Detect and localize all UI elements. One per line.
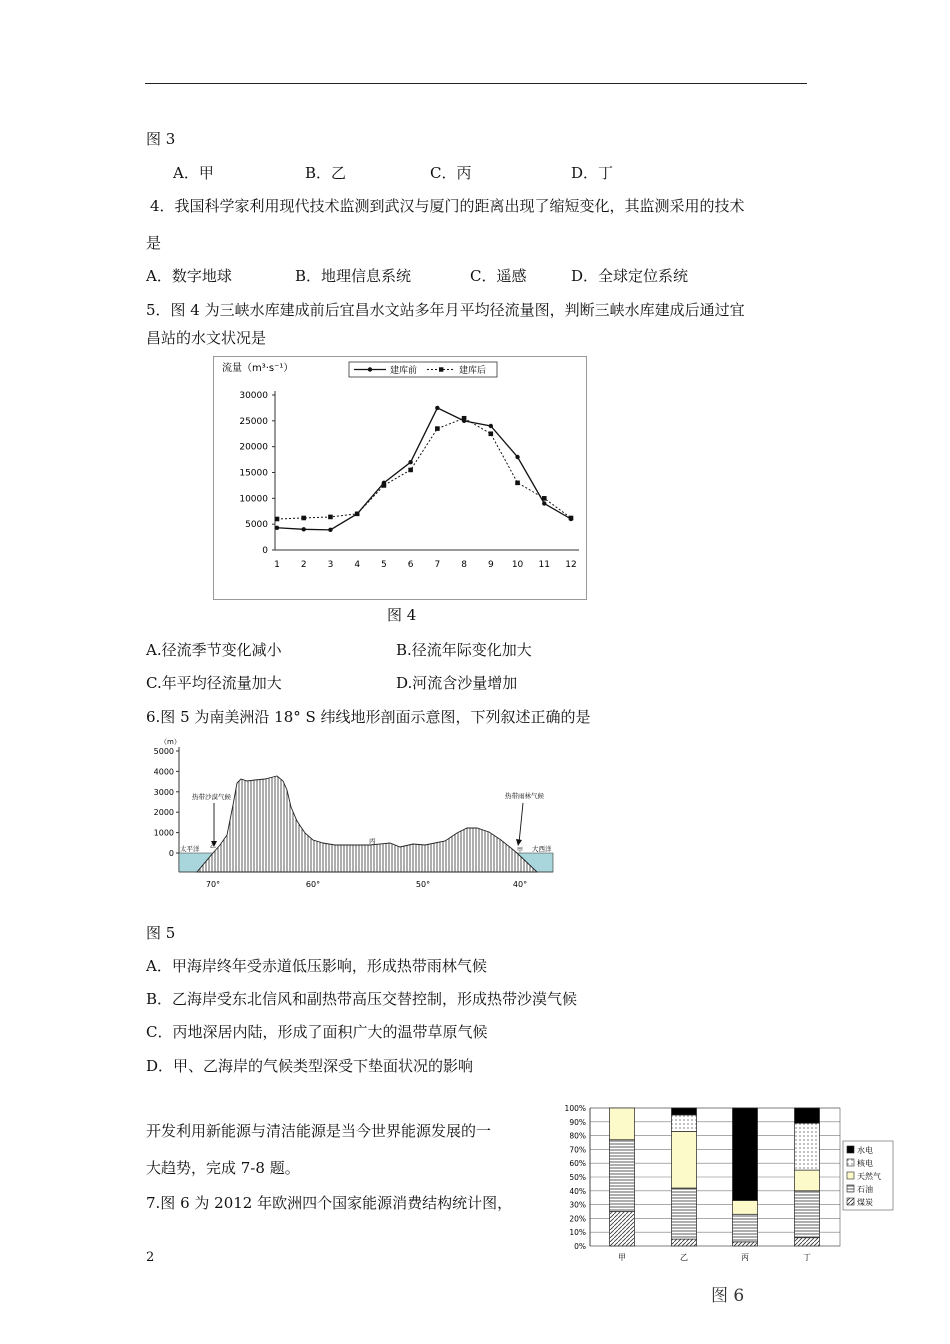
bar-segment (733, 1200, 758, 1214)
bar-segment (672, 1108, 697, 1115)
bar-segment (672, 1131, 697, 1188)
x-tick-label: 6 (407, 560, 414, 570)
y-tick-label: 40% (569, 1186, 586, 1196)
q6-option-b: B．乙海岸受东北信风和副热带高压交替控制，形成热带沙漠气候 (146, 990, 578, 1008)
y-tick-label: 20000 (239, 442, 268, 453)
bar-segment (795, 1191, 820, 1238)
bar-segment (795, 1108, 820, 1123)
intro-line2: 大趋势，完成 7-8 题。 (146, 1159, 300, 1177)
x-tick-label: 40° (512, 880, 528, 889)
bar-segment (672, 1239, 697, 1246)
figure-4-chart (213, 356, 587, 600)
y-tick-label: 5000 (153, 747, 174, 756)
y-tick-label: 90% (569, 1117, 586, 1127)
figure-5-profile (145, 735, 565, 895)
q4-stem-line2: 是 (146, 234, 162, 252)
legend-label: 水电 (857, 1146, 873, 1155)
y-tick-label: 5000 (245, 520, 268, 531)
q4-option-b: B．地理信息系统 (295, 267, 412, 285)
legend-marker-after (439, 367, 443, 371)
q4-option-a: A．数字地球 (146, 267, 232, 285)
annotation-desert-climate: 热带沙漠气候 (192, 793, 231, 801)
y-tick-label: 4000 (153, 767, 174, 777)
legend-label: 天然气 (857, 1172, 881, 1181)
bar-segment (610, 1212, 635, 1247)
data-point-before (328, 528, 332, 532)
y-tick-label: 20% (569, 1214, 586, 1224)
x-tick-label: 4 (354, 560, 361, 570)
bar-segment (672, 1115, 697, 1132)
annotation-rainforest-climate: 热带雨林气候 (505, 792, 544, 800)
bar-segment (610, 1140, 635, 1212)
q5-stem-line2: 昌站的水文状况是 (146, 329, 267, 347)
x-tick-label: 2 (300, 560, 307, 570)
x-tick-label: 9 (487, 560, 494, 570)
x-tick-label: 7 (434, 560, 441, 570)
bar-segment (795, 1238, 820, 1246)
y-tick-label: 10000 (239, 494, 268, 505)
data-point-before (542, 501, 546, 505)
bar-segment (733, 1108, 758, 1200)
data-point-after (328, 515, 333, 520)
legend-swatch (847, 1159, 854, 1166)
header-rule (145, 83, 807, 84)
data-point-after (542, 496, 547, 501)
arrow-rainforest (519, 803, 523, 843)
x-tick-label: 50° (415, 880, 431, 889)
data-point-after (301, 516, 306, 521)
legend (843, 1141, 893, 1210)
label-pacific: 太平洋 (180, 845, 200, 853)
legend-label: 煤炭 (857, 1198, 873, 1207)
x-tick-label: 11 (538, 560, 550, 570)
data-point-after (462, 416, 467, 421)
x-tick-label: 乙 (680, 1253, 688, 1262)
y-tick-label: 30% (569, 1200, 586, 1210)
data-point-after (275, 517, 280, 522)
data-point-before (489, 424, 493, 428)
terrain-profile (197, 776, 537, 872)
runoff-line-chart (214, 357, 586, 599)
bar-segment (795, 1123, 820, 1170)
q5-option-b: B.径流年际变化加大 (396, 641, 532, 659)
x-tick-label: 1 (274, 560, 280, 570)
data-point-after (435, 426, 440, 431)
legend-swatch (847, 1146, 854, 1153)
data-point-before (302, 527, 306, 531)
data-point-after (489, 431, 494, 436)
label-yi: 乙 (210, 843, 217, 850)
y-tick-label: 0 (262, 546, 268, 556)
data-point-after (569, 516, 574, 521)
bar-segment (733, 1242, 758, 1246)
series-line-after (277, 418, 571, 519)
y-tick-label: 60% (569, 1159, 586, 1169)
y-tick-label: 1000 (153, 828, 174, 838)
y-tick-label: 15000 (239, 468, 268, 479)
legend-label-before: 建库前 (390, 366, 418, 376)
y-tick-label: 0 (168, 849, 174, 858)
bar-segment (733, 1214, 758, 1242)
q7-stem: 7.图 6 为 2012 年欧洲四个国家能源消费结构统计图， (146, 1194, 513, 1212)
q5-option-c: C.年平均径流量加大 (146, 674, 282, 692)
data-point-before (275, 526, 279, 530)
x-tick-label: 70° (205, 880, 221, 889)
y-tick-label: 10% (569, 1228, 586, 1238)
label-atlantic: 大西洋 (532, 845, 552, 853)
intro-line1: 开发利用新能源与清洁能源是当今世界能源发展的一 (146, 1122, 492, 1140)
q3-option-d: D．丁 (571, 164, 614, 182)
q3-option-c: C．丙 (430, 164, 472, 182)
x-tick-label: 10 (511, 560, 524, 570)
fig6-caption: 图 6 (711, 1286, 745, 1306)
q4-option-d: D．全球定位系统 (571, 267, 689, 285)
figure-6-chart (558, 1098, 898, 1270)
y-tick-label: 2000 (153, 808, 174, 818)
legend-swatch (847, 1185, 854, 1192)
q4-stem-line1: 4．我国科学家利用现代技术监测到武汉与厦门的距离出现了缩短变化，其监测采用的技术 (150, 197, 745, 215)
q6-option-d: D．甲、乙海岸的气候类型深受下垫面状况的影响 (146, 1057, 474, 1075)
fig3-label: 图 3 (146, 130, 176, 148)
y-tick-label: 100% (564, 1104, 586, 1113)
y-tick-label: 0% (574, 1242, 586, 1251)
q4-option-c: C．遥感 (470, 267, 527, 285)
data-point-before (408, 460, 412, 464)
data-point-after (355, 512, 360, 517)
y-tick-label: 25000 (239, 416, 268, 427)
legend-swatch (847, 1172, 854, 1179)
fig5-label: 图 5 (146, 924, 176, 942)
q3-option-a: A．甲 (173, 164, 214, 182)
x-tick-label: 丙 (741, 1253, 749, 1262)
page-number: 2 (146, 1250, 155, 1265)
legend-label-after: 建库后 (459, 366, 487, 376)
legend (349, 362, 497, 377)
y-tick-label: 3000 (153, 787, 174, 797)
q6-stem: 6.图 5 为南美洲沿 18° S 纬线地形剖面示意图，下列叙述正确的是 (146, 708, 591, 726)
y-tick-label: 50% (569, 1173, 586, 1182)
q5-option-d: D.河流含沙量增加 (396, 674, 518, 692)
legend-label: 石油 (857, 1185, 873, 1194)
bar-segment (610, 1108, 635, 1140)
legend-swatch (847, 1198, 854, 1205)
x-tick-label: 8 (461, 560, 467, 570)
data-point-after (408, 468, 413, 473)
series-line-before (277, 408, 571, 530)
fig4-caption: 图 4 (387, 606, 417, 624)
x-tick-label: 丁 (803, 1253, 811, 1262)
data-point-after (382, 483, 387, 488)
bar-segment (795, 1170, 820, 1191)
terrain-profile-chart (145, 735, 565, 895)
q5-option-a: A.径流季节变化减小 (146, 641, 282, 659)
x-tick-label: 3 (327, 560, 334, 570)
x-tick-label: 60° (305, 880, 321, 889)
data-point-before (435, 406, 439, 410)
q5-stem-line1: 5．图 4 为三峡水库建成前后宜昌水文站多年月平均径流量图，判断三峡水库建成后通过宜 (146, 301, 745, 319)
arrowhead-rainforest (516, 839, 522, 846)
legend-marker-before (368, 367, 372, 371)
label-jia: 甲 (517, 847, 524, 854)
y-tick-label: 70% (569, 1145, 586, 1155)
x-tick-label: 甲 (618, 1253, 626, 1262)
y-tick-label: 80% (569, 1131, 586, 1141)
y-axis-label: 流量（m³·s⁻¹） (222, 363, 294, 374)
data-point-before (515, 455, 519, 459)
q3-option-b: B．乙 (305, 164, 347, 182)
label-bing: 丙 (369, 837, 376, 845)
bar-segment (672, 1188, 697, 1239)
q6-option-a: A．甲海岸终年受赤道低压影响，形成热带雨林气候 (146, 957, 487, 975)
data-point-after (515, 481, 520, 486)
y-axis-label: （m） (160, 738, 181, 746)
x-tick-label: 5 (381, 560, 387, 570)
y-tick-label: 30000 (239, 391, 268, 401)
legend-label: 核电 (857, 1159, 873, 1168)
x-tick-label: 12 (565, 560, 577, 570)
energy-structure-chart (558, 1098, 898, 1270)
q6-option-c: C．丙地深居内陆，形成了面积广大的温带草原气候 (146, 1023, 488, 1041)
